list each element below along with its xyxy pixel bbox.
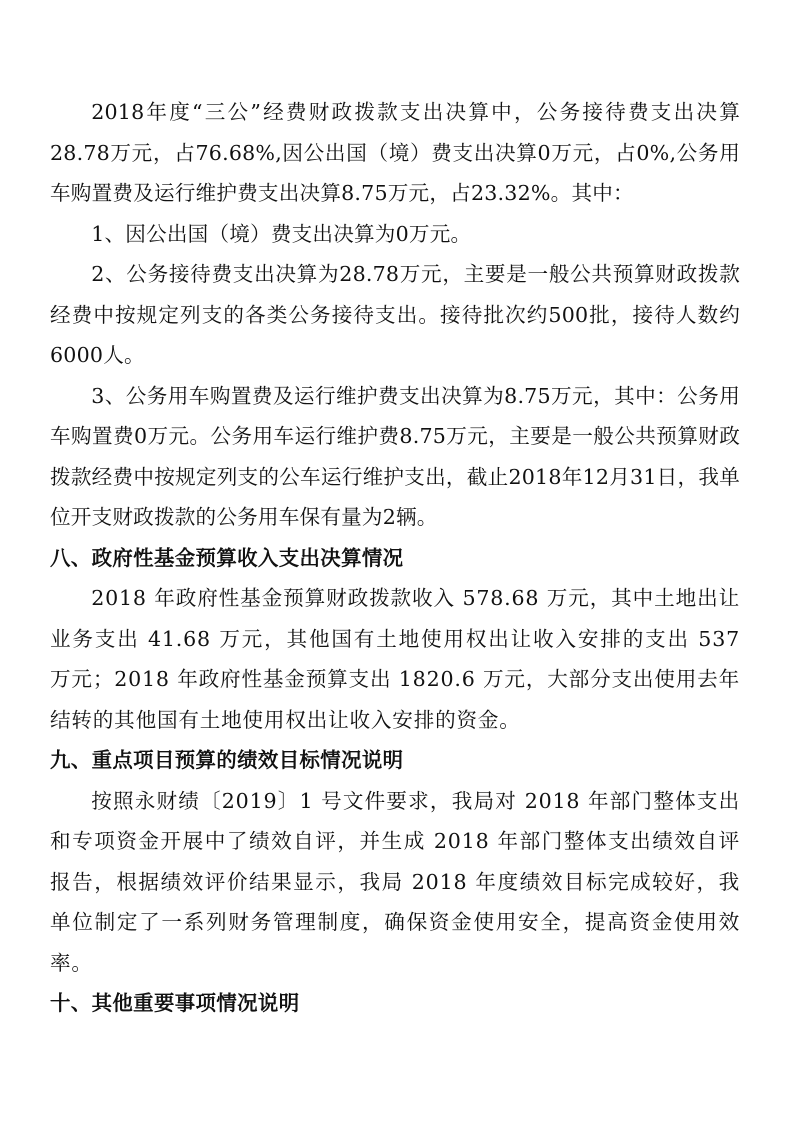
performance-evaluation-paragraph: 按照永财绩〔2019〕1 号文件要求，我局对 2018 年部门整体支出和专项资金开展中了绩效自评，并生成 2018 年部门整体支出绩效自评报告，根据绩效评价结果显示，我局 2018 年度绩效目标完成较好，我单位制定了一系列财务管理制度，确保资金使用安全，提高资金使用效率。 [50,788,740,975]
document-body [50,92,740,1024]
government-fund-budget-paragraph: 2018 年政府性基金预算财政拨款收入 578.68 万元，其中土地出让业务支出 41.68 万元，其他国有土地使用权出让收入安排的支出 537 万元；2018 年政府性基金预算支出 1820.6 万元，大部分支出使用去年结转的其他国有土地使用权出让收入安排的资金。 [50,586,740,732]
section-heading-performance-goals: 九、重点项目预算的绩效目标情况说明 [50,748,404,772]
official-reception-expense-paragraph: 2、公务接待费支出决算为28.78万元，主要是一般公共预算财政拨款经费中按规定列支的各类公务接待支出。接待批次约500批，接待人数约6000人。 [50,262,740,367]
section-heading-other-important-matters: 十、其他重要事项情况说明 [50,991,300,1015]
overseas-travel-expense-paragraph: 1、因公出国（境）费支出决算为0万元。 [91,221,472,246]
official-vehicle-expense-paragraph: 3、公务用车购置费及运行维护费支出决算为8.75万元，其中：公务用车购置费0万元。公务用车运行维护费8.75万元，主要是一般公共预算财政拨款经费中按规定列支的公车运行维护支出，截止2018年12月31日，我单位开支财政拨款的公务用车保有量为2辆。 [50,383,740,529]
section-heading-government-fund: 八、政府性基金预算收入支出决算情况 [50,545,404,570]
three-public-expenses-summary-paragraph: 2018年度“三公”经费财政拨款支出决算中，公务接待费支出决算28.78万元，占76.68%,因公出国（境）费支出决算0万元，占0%,公务用车购置费及运行维护费支出决算8.75万元，占23.32%。其中： [50,100,740,205]
